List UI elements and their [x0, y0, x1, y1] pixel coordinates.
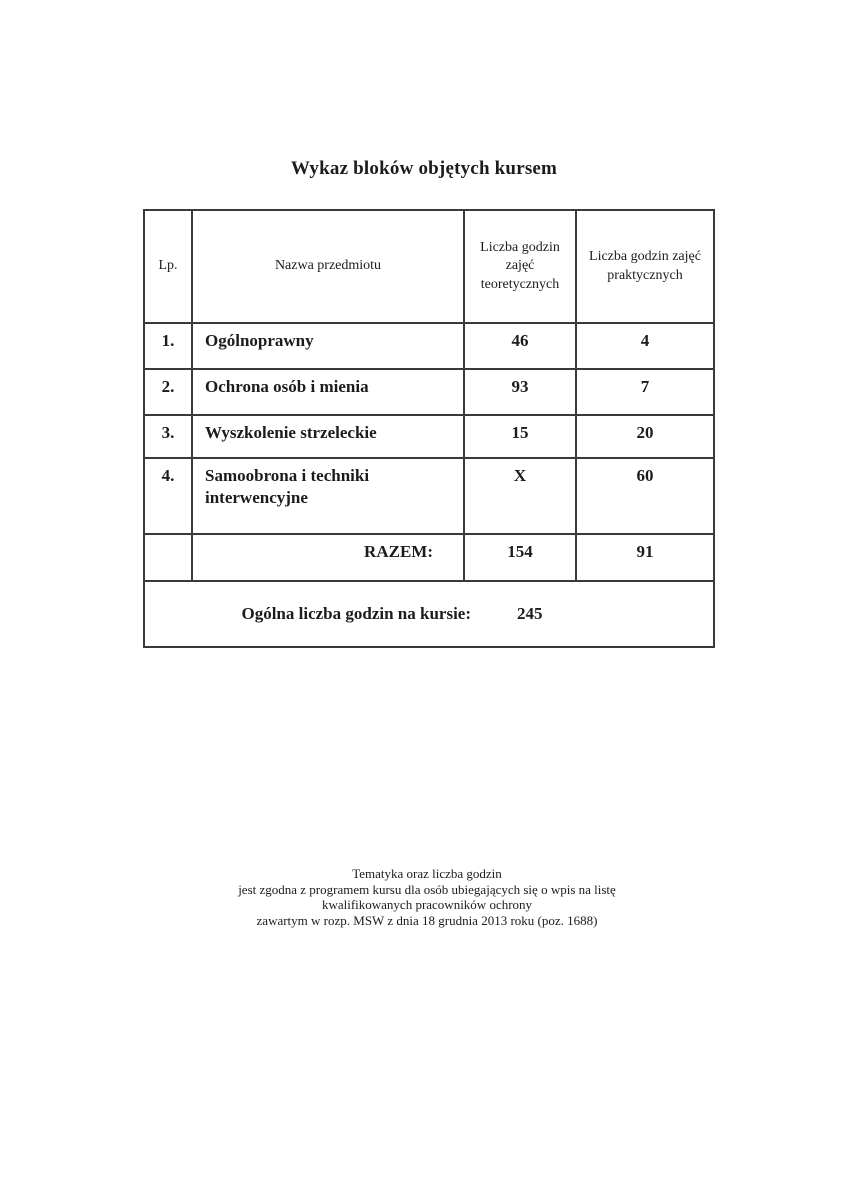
total-row: [144, 581, 714, 647]
total-value: 245: [517, 604, 543, 623]
practice-hours-cell: 20: [576, 415, 714, 458]
footer-note: [3, 866, 848, 928]
table-header-row: [144, 210, 714, 323]
col-header-practice-hours: Liczba godzin zajęć praktycznych: [576, 210, 714, 323]
theory-hours-cell: 93: [464, 369, 576, 415]
practice-hours-cell: 7: [576, 369, 714, 415]
summary-label-cell: RAZEM:: [192, 534, 464, 581]
subject-name-cell: Ochrona osób i mienia: [192, 369, 464, 415]
practice-hours-cell: 60: [576, 458, 714, 534]
table-row: [144, 458, 714, 534]
lp-cell: 4.: [144, 458, 192, 534]
col-header-subject: Nazwa przedmiotu: [192, 210, 464, 323]
table-row: [144, 415, 714, 458]
footer-line-3: kwalifikowanych pracowników ochrony: [321, 897, 533, 912]
footer-line-1: Tematyka oraz liczba godzin: [352, 866, 502, 881]
practice-hours-cell: 4: [576, 323, 714, 369]
summary-row: [144, 534, 714, 581]
table-row: [144, 369, 714, 415]
subject-name-cell: Ogólnoprawny: [192, 323, 464, 369]
summary-theory-cell: 154: [464, 534, 576, 581]
total-cell: [144, 581, 714, 647]
col-header-theory-hours: Liczba godzin zajęć teoretycznych: [464, 210, 576, 323]
lp-cell: 1.: [144, 323, 192, 369]
course-blocks-table: [143, 209, 715, 648]
lp-cell: 3.: [144, 415, 192, 458]
total-label: Ogólna liczba godzin na kursie:: [241, 604, 472, 623]
total-line: [144, 604, 676, 624]
theory-hours-cell: 46: [464, 323, 576, 369]
theory-hours-cell: X: [464, 458, 576, 534]
document-title: Wykaz bloków objętych kursem: [290, 158, 558, 179]
col-header-lp: Lp.: [144, 210, 192, 323]
subject-name-cell: Samoobrona i techniki interwencyjne: [192, 458, 464, 534]
footer-line-4: zawartym w rozp. MSW z dnia 18 grudnia 2013 roku (poz. 1688): [256, 912, 598, 928]
summary-practice-cell: 91: [576, 534, 714, 581]
table-row: [144, 323, 714, 369]
summary-empty-cell: [144, 534, 192, 581]
subject-name-cell: Wyszkolenie strzeleckie: [192, 415, 464, 458]
footer-line-2: jest zgodna z programem kursu dla osób ubiegających się o wpis na listę: [238, 881, 616, 897]
theory-hours-cell: 15: [464, 415, 576, 458]
lp-cell: 2.: [144, 369, 192, 415]
